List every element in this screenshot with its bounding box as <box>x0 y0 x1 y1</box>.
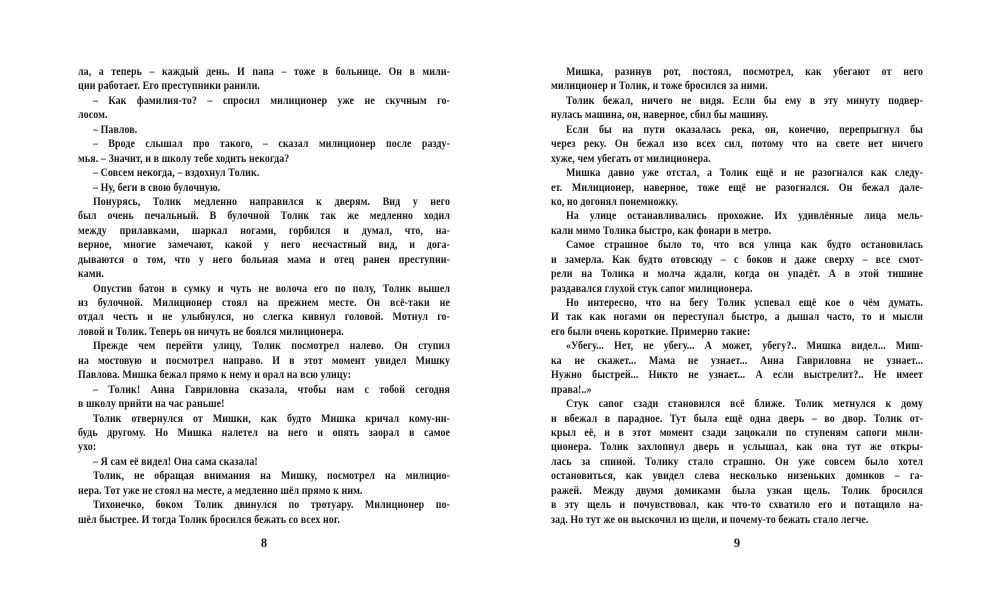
text-line: Мишка, разинув рот, постоял, посмотрел, как убегают от него <box>565 64 924 78</box>
text-line: Мишка давно уже отстал, а Толик ещё и не разогнался как следу- <box>565 165 924 180</box>
text-line: зад. Но тут же он выскочил из щели, и почему-то бежать стало легче. <box>551 511 869 526</box>
text-line: мья. – Значит, и в школу тебе ходить некогда? <box>78 150 290 165</box>
text-line: милиционер и Толик, и тоже бросился за ними. <box>551 78 768 93</box>
text-line: шёл быстрее. И тогда Толик бросился бежать со всех ног. <box>78 511 340 526</box>
text-line: Павлова. Мишка бежал прямо к нему и орал на всю улицу: <box>78 367 352 382</box>
text-line: Стук сапог сзади становился всё ближе. Толик метнулся к дому <box>565 396 924 411</box>
text-line: через реку. Он бежал изо всех сил, потому что на свете нет ничего <box>551 136 924 151</box>
page-number-left: 8 <box>260 536 268 550</box>
text-line: и замерла. Как будто отовсюду – с боков и даже сверху – все смот- <box>551 251 924 266</box>
text-line: Самое страшное было то, что вся улица как будто остановилась <box>565 237 924 252</box>
text-line: – Павлов. <box>92 121 138 136</box>
text-line: права!..» <box>551 381 592 396</box>
text-line: дываются о том, что у него больная мама и отец ранен преступни- <box>78 251 451 266</box>
text-line: – Как фамилия-то? – спросил милиционер уже не скучным го- <box>92 92 451 107</box>
page-text <box>78 64 526 526</box>
text-line: верное, многие замечают, какой у него несчастный вид, и дога- <box>78 237 451 252</box>
text-line: ет. Милиционер, наверное, тоже ещё не разогнался. Он бежал дале- <box>551 179 924 194</box>
text-line: «Убегу... Нет, не убегу... А может, убегу?.. Мишка видел... Миш- <box>565 338 924 353</box>
text-line: Толик отвернулся от Мишки, как будто Мишка кричал кому-ни- <box>92 410 451 425</box>
text-line: раздавался глухой стук сапог милиционера. <box>551 280 753 295</box>
text-line: – Я сам её видел! Она сама сказала! <box>92 453 258 468</box>
text-line: остановиться, как увидел слева несколько низеньких домиков – га- <box>551 468 924 483</box>
text-line: – Совсем некогда, – вздохнул Толик. <box>92 165 260 180</box>
text-line: ловой и Толик. Теперь он ничуть не боялся милиционера. <box>78 323 344 338</box>
text-line: Опустив батон в сумку и чуть не волоча его по полу, Толик вышел <box>92 280 451 295</box>
text-line: Толик бежал, ничего не видя. Если бы ему в эту минуту подвер- <box>565 92 924 107</box>
text-line: на мостовую и посмотрел направо. И в этот момент увидел Мишку <box>78 352 451 367</box>
text-line: – Ну, беги в свою булочную. <box>92 179 221 194</box>
text-line: в эту щель и почувствовал, как что-то схватило его и потащило на- <box>551 497 924 512</box>
page-text <box>551 64 999 526</box>
text-line: нулась машина, он, наверное, сбил бы машину. <box>551 107 769 122</box>
page-number-right: 9 <box>733 536 741 550</box>
text-line: ко, но догонял понемножку. <box>551 193 678 208</box>
text-line: между прилавками, шаркал ногами, горбился и думал, что, на- <box>78 222 451 237</box>
text-line: хуже, чем убегать от милиционера. <box>551 150 711 165</box>
text-line: ками. <box>78 266 105 281</box>
text-line: ла, а теперь – каждый день. И папа – тоже в больнице. Он в мили- <box>78 64 451 78</box>
text-line: в школу прийти на час раньше! <box>78 396 225 411</box>
text-line: Нужно быстрей... Никто не узнает... А если выстрелит?.. Не имеет <box>551 367 924 382</box>
text-line: Прежде чем перейти улицу, Толик посмотрел налево. Он ступил <box>92 338 451 353</box>
text-line: ции работает. Его преступники ранили. <box>78 78 260 93</box>
text-line: Но интересно, что на бегу Толик успевал ещё кое о чём думать. <box>565 295 924 309</box>
text-line: И так как ногами он переступал быстро, а дышал часто, то и мысли <box>551 309 924 324</box>
text-line: ухо: <box>78 439 97 454</box>
text-line: кали мимо Толика быстро, как фонари в метро. <box>551 222 772 237</box>
text-line: отдал честь и не улыбнулся, но слегка кивнул головой. Мотнул го- <box>78 309 451 324</box>
text-line: лосом. <box>78 107 108 122</box>
text-line: Толик, не обращая внимания на Мишку, посмотрел на милицио- <box>92 468 451 483</box>
text-line: будь другому. Но Мишка налетел на него и опять заорал в самое <box>78 424 451 439</box>
text-line: его были очень короткие. Примерно такие: <box>551 323 751 338</box>
page-right <box>500 0 1000 613</box>
text-line: – Вроде слышал про такого, – сказал милиционер после разду- <box>92 136 451 151</box>
text-line: На улице останавливались прохожие. Их удивлённые лица мель- <box>565 208 924 223</box>
text-line: Тихонечко, боком Толик двинулся по тротуару. Милиционер по- <box>92 497 451 512</box>
text-line: – Толик! Анна Гавриловна сказала, чтобы нам с тобой сегодня <box>92 381 451 396</box>
text-line: лась за спиной. Толику стало страшно. Он уже совсем было хотел <box>551 453 924 468</box>
text-line: ка не скажет... Мама не узнает... Анна Гавриловна не узнает... <box>551 352 924 367</box>
text-line: ционера. Толик захлопнул дверь и услышал, как она тут же откры- <box>551 439 924 454</box>
text-line: крыл её, и в этот момент сзади зацокали по ступеням сапоги мили- <box>551 424 924 439</box>
text-line: Если бы на пути оказалась река, он, конечно, перепрыгнул бы <box>565 121 924 136</box>
text-line: из булочной. Милиционер стоял на прежнем месте. Он всё-таки не <box>78 295 451 309</box>
text-line: нера. Тот уже не стоял на месте, а медленно шёл прямо к ним. <box>78 482 363 497</box>
text-line: ражей. Между двумя домиками была узкая щель. Толик бросился <box>551 482 924 497</box>
text-line: Понурясь, Толик медленно направился к дверям. Вид у него <box>92 193 451 208</box>
text-line: рели на Толика и молча ждали, когда он упадёт. А в этой тишине <box>551 266 924 281</box>
text-line: был очень печальный. В булочной Толик так же медленно ходил <box>78 208 451 223</box>
text-line: и вбежал в парадное. Тут была ещё одна дверь – во двор. Толик от- <box>551 410 924 425</box>
